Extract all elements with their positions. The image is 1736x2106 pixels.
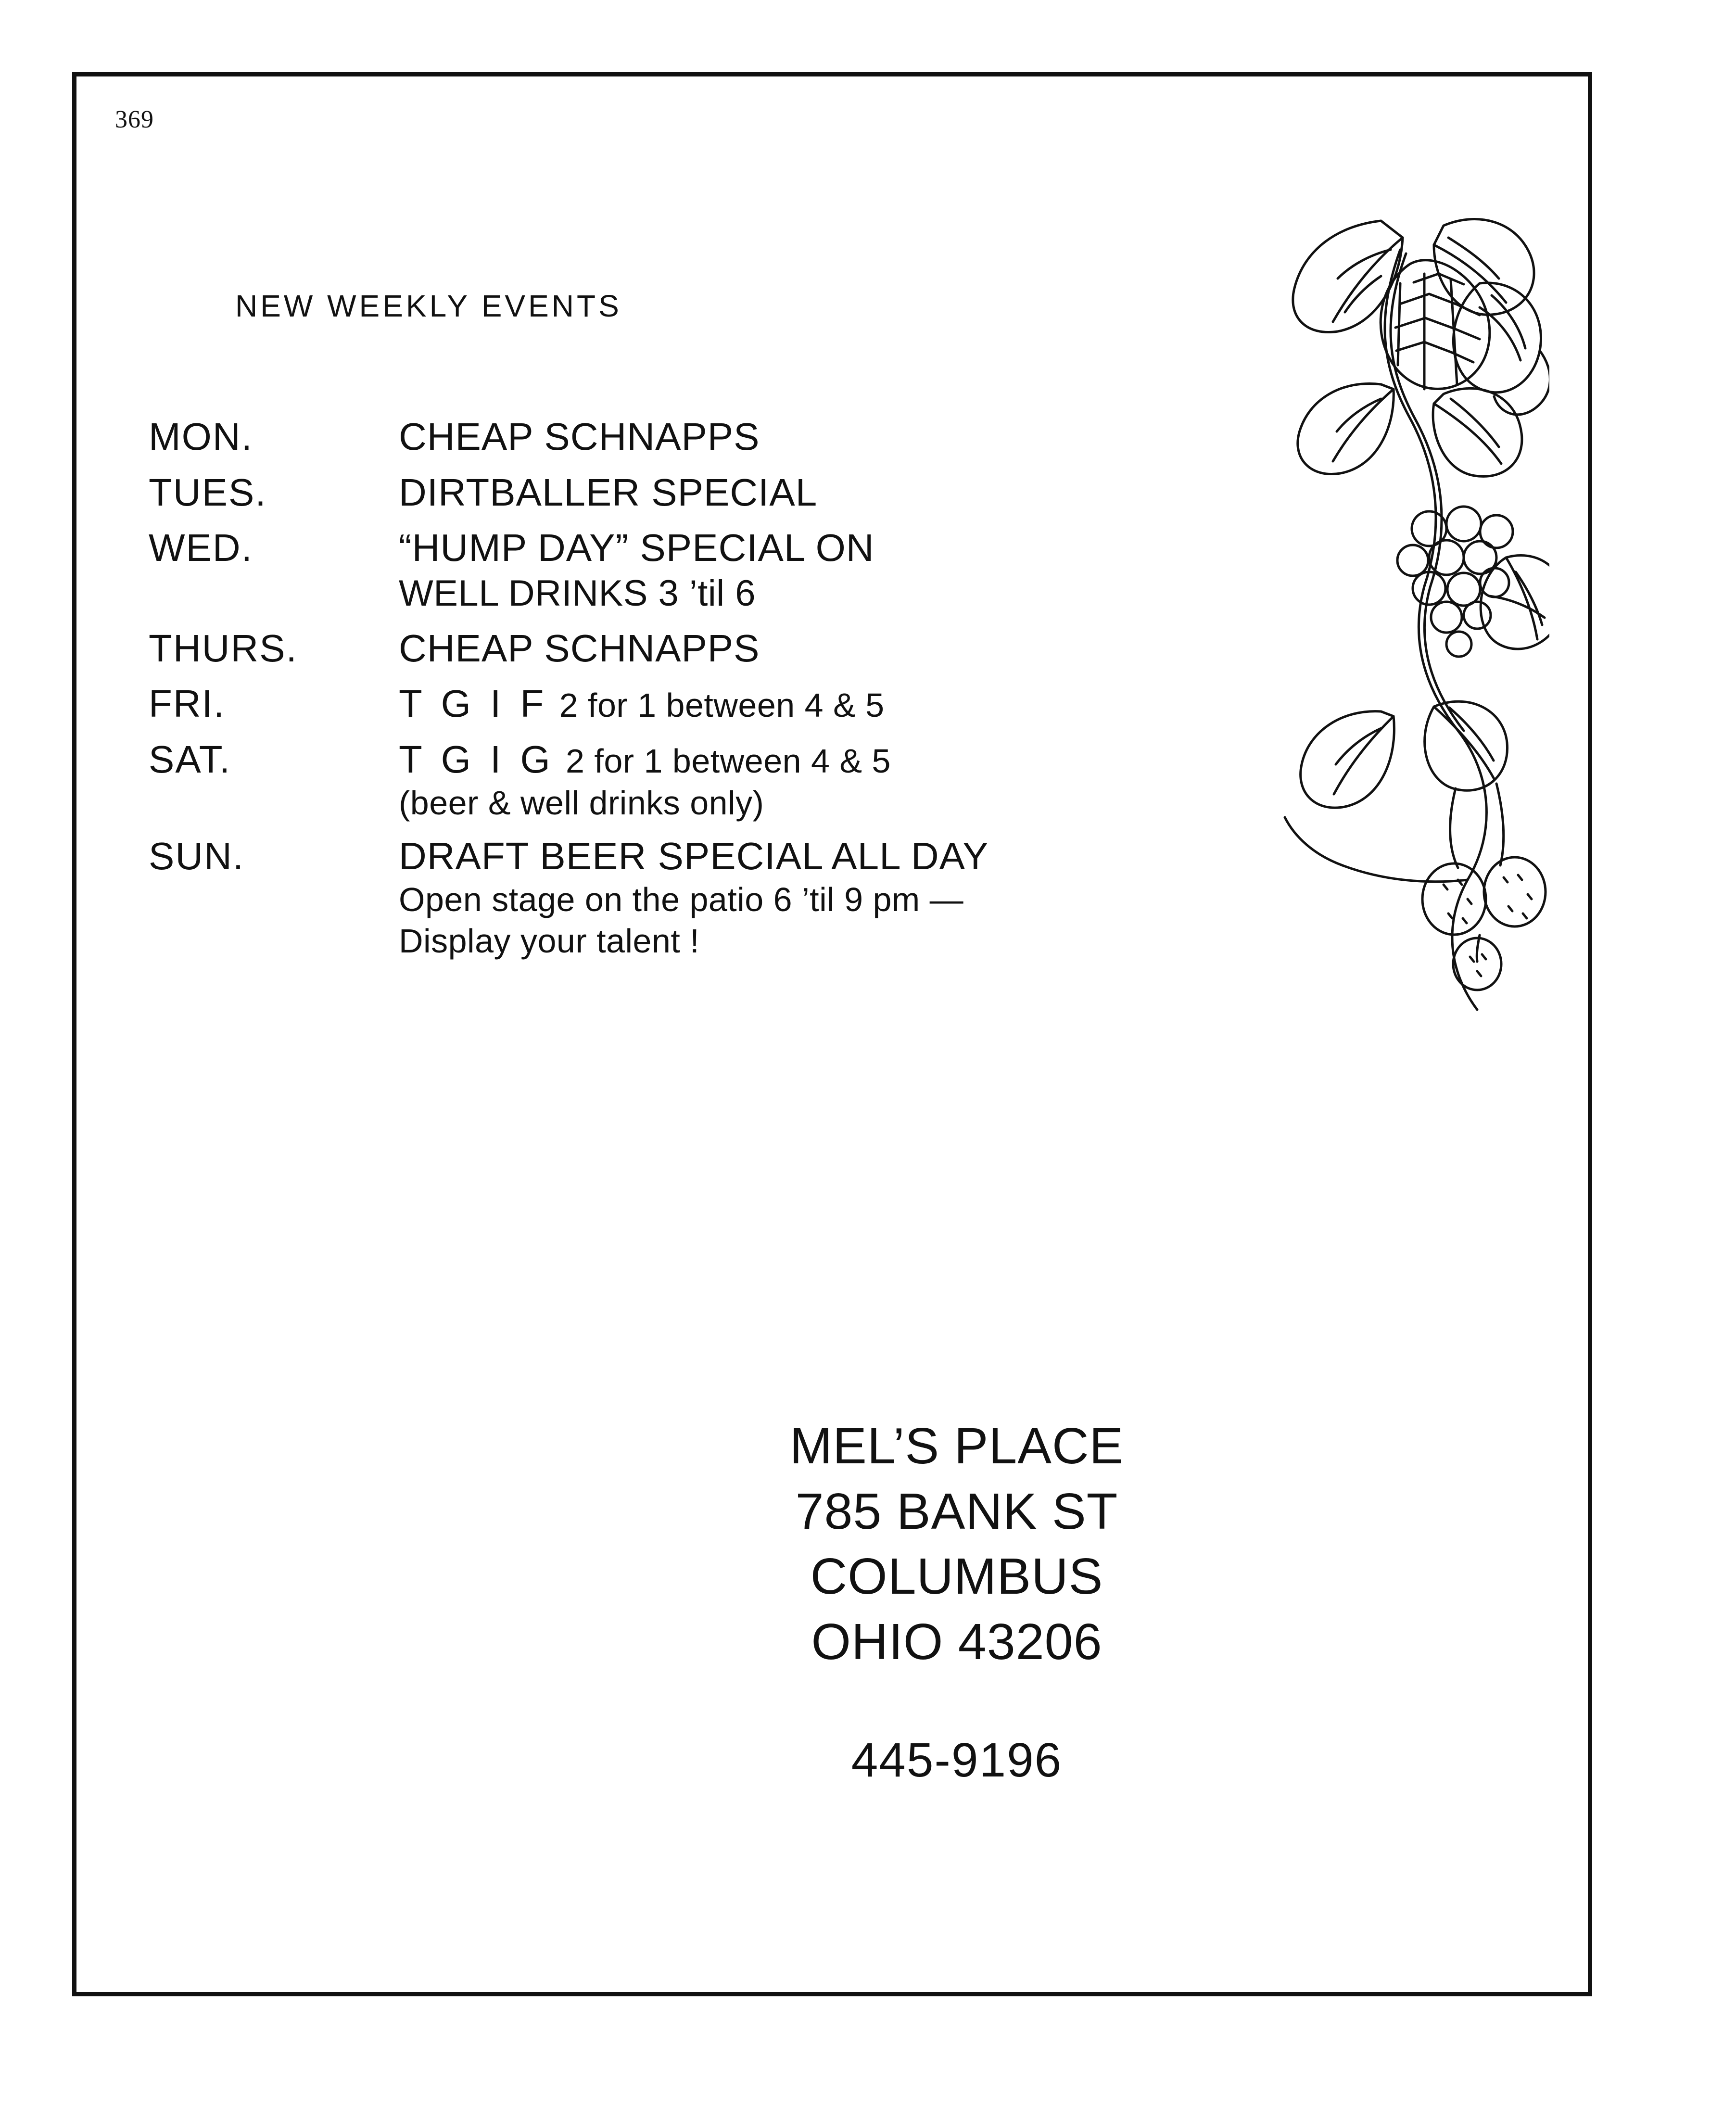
list-item: [149, 625, 1279, 672]
event-description-text: T G I G: [399, 737, 555, 781]
event-description: [399, 680, 1279, 727]
page-number: 369: [115, 106, 154, 133]
event-description: [399, 524, 1279, 616]
event-description-text: T G I F: [399, 682, 548, 725]
event-description-text: CHEAP SCHNAPPS: [399, 626, 760, 670]
business-name: MEL’S PLACE: [789, 1418, 1124, 1474]
event-day: SUN.: [149, 834, 245, 877]
ad-border-frame: [72, 72, 1592, 1996]
headline: NEW WEEKLY EVENTS: [235, 289, 622, 323]
business-state-zip: OHIO 43206: [811, 1613, 1102, 1671]
weekly-events-list: [149, 413, 1279, 970]
event-description-text: CHEAP SCHNAPPS: [399, 415, 760, 458]
event-description-line2: Open stage on the patio 6 ’til 9 pm —: [399, 881, 964, 919]
event-description: [399, 469, 1279, 516]
event-description: [399, 625, 1279, 672]
event-day: WED.: [149, 526, 253, 570]
event-description-line3: Display your talent !: [399, 922, 700, 960]
business-phone: 445-9196: [851, 1733, 1063, 1787]
list-item: [149, 469, 1279, 516]
event-description-detail: 2 for 1 between 4 & 5: [566, 742, 891, 780]
list-item: [149, 736, 1279, 824]
event-day: THURS.: [149, 626, 298, 670]
event-description-text: DRAFT BEER SPECIAL ALL DAY: [399, 834, 989, 877]
list-item: [149, 413, 1279, 460]
event-description-detail: 2 for 1 between 4 & 5: [559, 686, 885, 724]
event-description: [399, 736, 1279, 824]
event-description: [399, 413, 1279, 460]
event-description: [399, 833, 1279, 962]
event-description-line2: WELL DRINKS 3 ’til 6: [399, 572, 756, 614]
event-day: SAT.: [149, 737, 231, 781]
event-day: FRI.: [149, 682, 226, 725]
list-item: [149, 524, 1279, 616]
event-description-text: “HUMP DAY” SPECIAL ON: [399, 526, 874, 570]
business-city: COLUMBUS: [810, 1548, 1103, 1605]
event-description-text: DIRTBALLER SPECIAL: [399, 470, 818, 514]
event-description-line2: (beer & well drinks only): [399, 784, 764, 822]
list-item: [149, 833, 1279, 962]
event-day: MON.: [149, 415, 253, 458]
event-day: TUES.: [149, 470, 267, 514]
list-item: [149, 680, 1279, 727]
business-info: [644, 1414, 1269, 1788]
business-street: 785 BANK ST: [795, 1483, 1118, 1540]
